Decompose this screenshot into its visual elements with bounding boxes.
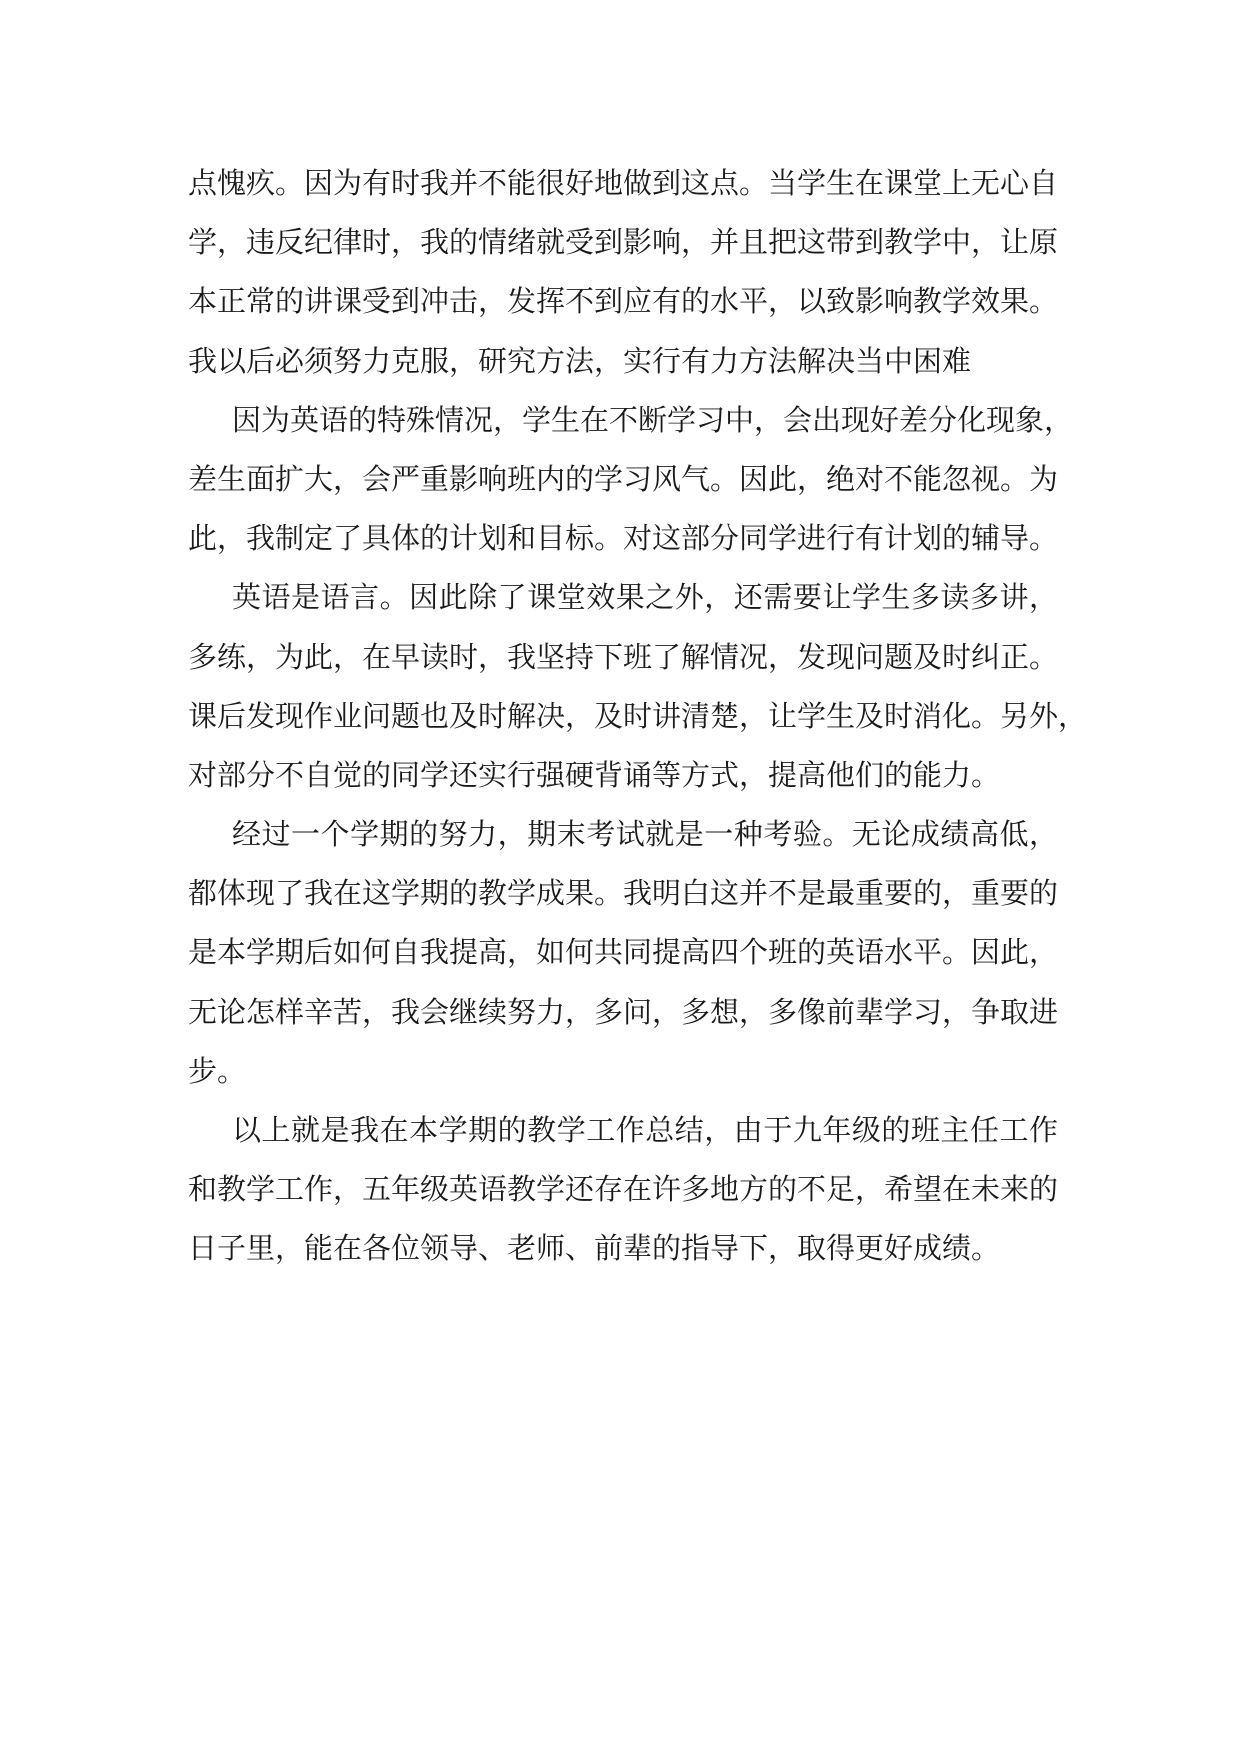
text-line: 无论怎样辛苦，我会继续努力，多问，多想，多像前辈学习，争取进 <box>188 994 1059 1029</box>
text-line: 多练，为此，在早读时，我坚持下班了解情况，发现问题及时纠正。 <box>188 639 1059 674</box>
text-line: 差生面扩大，会严重影响班内的学习风气。因此，绝对不能忽视。为 <box>188 461 1059 496</box>
text-line: 英语是语言。因此除了课堂效果之外，还需要让学生多读多讲， <box>232 580 1058 615</box>
text-line: 和教学工作，五年级英语教学还存在许多地方的不足，希望在未来的 <box>188 1172 1059 1207</box>
text-line: 对部分不自觉的同学还实行强硬背诵等方式，提高他们的能力。 <box>188 757 1001 792</box>
text-line: 点愧疚。因为有时我并不能很好地做到这点。当学生在课堂上无心自 <box>188 166 1059 200</box>
text-line: 因为英语的特殊情况，学生在不断学习中，会出现好差分化现象， <box>232 402 1074 437</box>
text-line: 步。 <box>188 1053 247 1088</box>
text-line: 课后发现作业问题也及时解决，及时讲清楚，让学生及时消化。另外， <box>188 698 1088 733</box>
paragraph-2 <box>188 391 1074 569</box>
text-line: 经过一个学期的努力，期末考试就是一种考验。无论成绩高低， <box>232 817 1058 852</box>
paragraph-3 <box>188 568 1088 805</box>
text-line: 本正常的讲课受到冲击，发挥不到应有的水平，以致影响教学效果。 <box>188 284 1059 319</box>
document-body <box>188 154 1088 1279</box>
paragraph-5 <box>188 1101 1058 1279</box>
text-line: 日子里，能在各位领导、老师、前辈的指导下，取得更好成绩。 <box>188 1231 1001 1266</box>
text-line: 以上就是我在本学期的教学工作总结，由于九年级的班主任工作 <box>232 1113 1058 1147</box>
text-line: 都体现了我在这学期的教学成果。我明白这并不是最重要的，重要的 <box>188 876 1059 911</box>
text-line: 我以后必须努力克服，研究方法，实行有力方法解决当中困难 <box>188 343 972 378</box>
paragraph-4 <box>188 805 1058 1101</box>
text-line: 此，我制定了具体的计划和目标。对这部分同学进行有计划的辅导。 <box>188 521 1059 556</box>
text-line: 是本学期后如何自我提高，如何共同提高四个班的英语水平。因此， <box>188 935 1059 970</box>
text-line: 学，违反纪律时，我的情绪就受到影响，并且把这带到教学中，让原 <box>188 225 1059 260</box>
paragraph-1 <box>188 154 1058 391</box>
